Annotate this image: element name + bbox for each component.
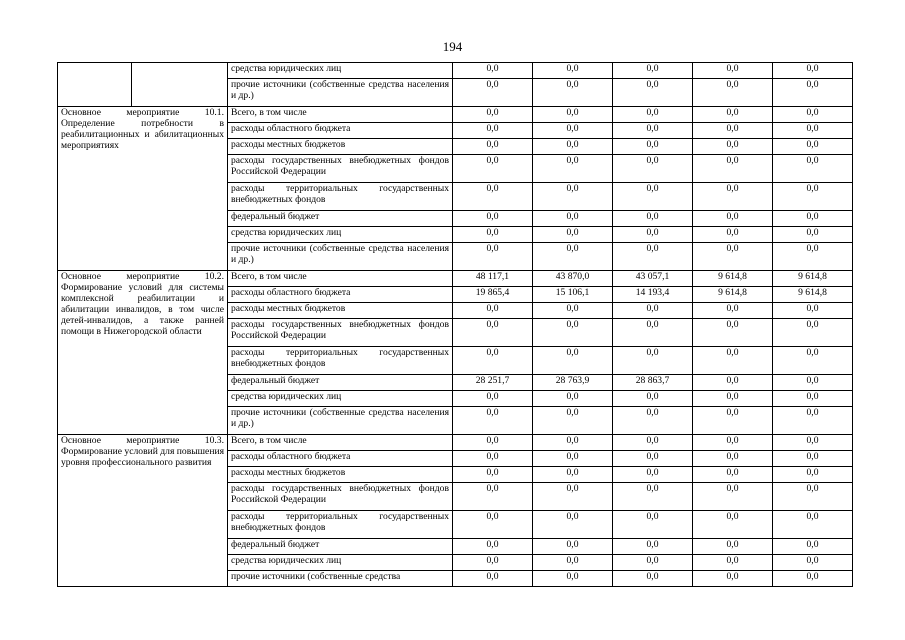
- value-cell: 0,0: [453, 319, 533, 347]
- funding-source-cell: расходы местных бюджетов: [228, 467, 453, 483]
- value-cell: 0,0: [533, 435, 613, 451]
- value-cell: 0,0: [453, 347, 533, 375]
- value-cell: 0,0: [533, 107, 613, 123]
- value-cell: 0,0: [533, 511, 613, 539]
- value-cell: 0,0: [613, 467, 693, 483]
- funding-source-cell: средства юридических лиц: [228, 63, 453, 79]
- value-cell: 9 614,8: [773, 287, 853, 303]
- value-cell: 9 614,8: [773, 271, 853, 287]
- value-cell: 28 863,7: [613, 375, 693, 391]
- event-title-cell: Основное мероприятие 10.2. Формирование условий для системы комплексной реабилитации и абилитации инвалидов, в том числе детей-инвалидов, а также ранней помощи в Нижегородской области: [58, 271, 228, 435]
- funding-source-cell: расходы местных бюджетов: [228, 139, 453, 155]
- value-cell: 0,0: [693, 483, 773, 511]
- funding-source-cell: средства юридических лиц: [228, 555, 453, 571]
- value-cell: 0,0: [533, 347, 613, 375]
- funding-source-cell: прочие источники (собственные средства: [228, 571, 453, 587]
- value-cell: 0,0: [533, 539, 613, 555]
- value-cell: 0,0: [693, 303, 773, 319]
- value-cell: 0,0: [453, 155, 533, 183]
- value-cell: 0,0: [453, 243, 533, 271]
- value-cell: 0,0: [533, 571, 613, 587]
- value-cell: 0,0: [773, 303, 853, 319]
- funding-source-cell: расходы территориальных государственных внебюджетных фондов: [228, 511, 453, 539]
- value-cell: 0,0: [453, 571, 533, 587]
- value-cell: 0,0: [693, 227, 773, 243]
- value-cell: 0,0: [453, 139, 533, 155]
- page-number: 194: [442, 39, 463, 54]
- value-cell: 0,0: [773, 391, 853, 407]
- table-row: [58, 435, 853, 451]
- value-cell: 0,0: [533, 63, 613, 79]
- value-cell: 0,0: [693, 183, 773, 211]
- value-cell: 0,0: [533, 123, 613, 139]
- value-cell: 0,0: [693, 243, 773, 271]
- value-cell: 48 117,1: [453, 271, 533, 287]
- value-cell: 0,0: [533, 407, 613, 435]
- value-cell: 0,0: [613, 407, 693, 435]
- value-cell: 43 870,0: [533, 271, 613, 287]
- funding-source-cell: расходы государственных внебюджетных фондов Российской Федерации: [228, 319, 453, 347]
- funding-source-cell: прочие источники (собственные средства населения и др.): [228, 79, 453, 107]
- value-cell: 0,0: [773, 79, 853, 107]
- value-cell: 0,0: [613, 107, 693, 123]
- value-cell: 0,0: [773, 183, 853, 211]
- value-cell: 0,0: [453, 467, 533, 483]
- value-cell: 15 106,1: [533, 287, 613, 303]
- value-cell: 0,0: [693, 347, 773, 375]
- funding-source-cell: федеральный бюджет: [228, 375, 453, 391]
- value-cell: 0,0: [693, 107, 773, 123]
- value-cell: 0,0: [773, 123, 853, 139]
- event-name-cell: [58, 63, 132, 107]
- value-cell: 0,0: [613, 511, 693, 539]
- funding-source-cell: расходы государственных внебюджетных фондов Российской Федерации: [228, 483, 453, 511]
- value-cell: 0,0: [533, 319, 613, 347]
- value-cell: 43 057,1: [613, 271, 693, 287]
- value-cell: 0,0: [613, 571, 693, 587]
- value-cell: 0,0: [613, 319, 693, 347]
- value-cell: 0,0: [613, 539, 693, 555]
- value-cell: 0,0: [453, 451, 533, 467]
- value-cell: 0,0: [533, 211, 613, 227]
- funding-source-cell: расходы местных бюджетов: [228, 303, 453, 319]
- value-cell: 0,0: [773, 483, 853, 511]
- value-cell: 0,0: [693, 123, 773, 139]
- funding-source-cell: расходы областного бюджета: [228, 123, 453, 139]
- value-cell: 0,0: [693, 407, 773, 435]
- value-cell: 0,0: [773, 435, 853, 451]
- value-cell: 0,0: [453, 123, 533, 139]
- value-cell: 0,0: [613, 555, 693, 571]
- value-cell: 0,0: [613, 63, 693, 79]
- value-cell: 0,0: [773, 211, 853, 227]
- value-cell: 0,0: [693, 571, 773, 587]
- value-cell: 0,0: [693, 539, 773, 555]
- funding-source-cell: прочие источники (собственные средства населения и др.): [228, 243, 453, 271]
- value-cell: 0,0: [693, 467, 773, 483]
- funding-source-cell: федеральный бюджет: [228, 211, 453, 227]
- value-cell: 14 193,4: [613, 287, 693, 303]
- funding-source-cell: средства юридических лиц: [228, 227, 453, 243]
- value-cell: 0,0: [773, 155, 853, 183]
- value-cell: 0,0: [773, 571, 853, 587]
- value-cell: 0,0: [533, 79, 613, 107]
- funding-source-cell: федеральный бюджет: [228, 539, 453, 555]
- value-cell: 0,0: [453, 107, 533, 123]
- value-cell: 0,0: [773, 347, 853, 375]
- value-cell: 0,0: [453, 435, 533, 451]
- event-title-cell: Основное мероприятие 10.3. Формирование условий для повышения уровня профессионального развития: [58, 435, 228, 587]
- funding-source-cell: расходы территориальных государственных внебюджетных фондов: [228, 347, 453, 375]
- value-cell: 9 614,8: [693, 287, 773, 303]
- funding-source-cell: расходы областного бюджета: [228, 451, 453, 467]
- funding-source-cell: Всего, в том числе: [228, 107, 453, 123]
- funding-source-cell: расходы государственных внебюджетных фондов Российской Федерации: [228, 155, 453, 183]
- funding-source-cell: расходы областного бюджета: [228, 287, 453, 303]
- value-cell: 0,0: [453, 303, 533, 319]
- funding-source-cell: прочие источники (собственные средства населения и др.): [228, 407, 453, 435]
- table-row: [58, 63, 853, 79]
- value-cell: 0,0: [533, 227, 613, 243]
- funding-source-cell: Всего, в том числе: [228, 435, 453, 451]
- value-cell: 0,0: [453, 391, 533, 407]
- value-cell: 0,0: [693, 451, 773, 467]
- value-cell: 0,0: [773, 107, 853, 123]
- value-cell: 0,0: [693, 139, 773, 155]
- value-cell: 0,0: [613, 347, 693, 375]
- value-cell: 0,0: [773, 63, 853, 79]
- value-cell: 0,0: [453, 511, 533, 539]
- value-cell: 0,0: [453, 183, 533, 211]
- value-cell: 0,0: [453, 483, 533, 511]
- value-cell: 0,0: [453, 555, 533, 571]
- value-cell: 0,0: [773, 227, 853, 243]
- value-cell: 0,0: [773, 451, 853, 467]
- value-cell: 0,0: [453, 407, 533, 435]
- value-cell: 0,0: [533, 303, 613, 319]
- value-cell: 0,0: [533, 451, 613, 467]
- budget-table: [57, 62, 853, 587]
- value-cell: 0,0: [533, 183, 613, 211]
- funding-source-cell: средства юридических лиц: [228, 391, 453, 407]
- value-cell: 0,0: [693, 391, 773, 407]
- value-cell: 9 614,8: [693, 271, 773, 287]
- value-cell: 0,0: [693, 375, 773, 391]
- value-cell: 0,0: [453, 211, 533, 227]
- value-cell: 0,0: [533, 391, 613, 407]
- value-cell: 0,0: [453, 79, 533, 107]
- table-row: [58, 107, 853, 123]
- funding-source-cell: Всего, в том числе: [228, 271, 453, 287]
- value-cell: 0,0: [773, 243, 853, 271]
- value-cell: 0,0: [613, 123, 693, 139]
- value-cell: 0,0: [533, 139, 613, 155]
- value-cell: 0,0: [533, 483, 613, 511]
- value-cell: 0,0: [453, 63, 533, 79]
- value-cell: 0,0: [613, 211, 693, 227]
- table-row: [58, 271, 853, 287]
- value-cell: 0,0: [773, 139, 853, 155]
- value-cell: 0,0: [693, 211, 773, 227]
- value-cell: 0,0: [533, 467, 613, 483]
- value-cell: 19 865,4: [453, 287, 533, 303]
- value-cell: 0,0: [613, 243, 693, 271]
- value-cell: 0,0: [613, 139, 693, 155]
- value-cell: 0,0: [693, 555, 773, 571]
- value-cell: 0,0: [613, 435, 693, 451]
- value-cell: 0,0: [613, 451, 693, 467]
- value-cell: 0,0: [613, 483, 693, 511]
- value-cell: 0,0: [613, 303, 693, 319]
- value-cell: 0,0: [773, 407, 853, 435]
- funding-source-cell: расходы территориальных государственных внебюджетных фондов: [228, 183, 453, 211]
- value-cell: 0,0: [533, 155, 613, 183]
- value-cell: 0,0: [453, 539, 533, 555]
- value-cell: 0,0: [693, 63, 773, 79]
- value-cell: 0,0: [773, 467, 853, 483]
- value-cell: 0,0: [613, 155, 693, 183]
- value-cell: 0,0: [773, 539, 853, 555]
- value-cell: 0,0: [693, 435, 773, 451]
- value-cell: 0,0: [453, 227, 533, 243]
- value-cell: 0,0: [613, 183, 693, 211]
- value-cell: 0,0: [693, 155, 773, 183]
- value-cell: 0,0: [533, 555, 613, 571]
- value-cell: 0,0: [693, 79, 773, 107]
- value-cell: 0,0: [773, 375, 853, 391]
- value-cell: 0,0: [613, 391, 693, 407]
- value-cell: 0,0: [773, 319, 853, 347]
- value-cell: 0,0: [613, 79, 693, 107]
- value-cell: 0,0: [533, 243, 613, 271]
- value-cell: 0,0: [613, 227, 693, 243]
- event-title-cell: Основное мероприятие 10.1. Определение потребности в реабилитационных и абилитационных мероприятиях: [58, 107, 228, 271]
- value-cell: 0,0: [693, 511, 773, 539]
- value-cell: 0,0: [693, 319, 773, 347]
- value-cell: 28 763,9: [533, 375, 613, 391]
- responsible-cell: [132, 63, 228, 107]
- value-cell: 0,0: [773, 511, 853, 539]
- value-cell: 0,0: [773, 555, 853, 571]
- value-cell: 28 251,7: [453, 375, 533, 391]
